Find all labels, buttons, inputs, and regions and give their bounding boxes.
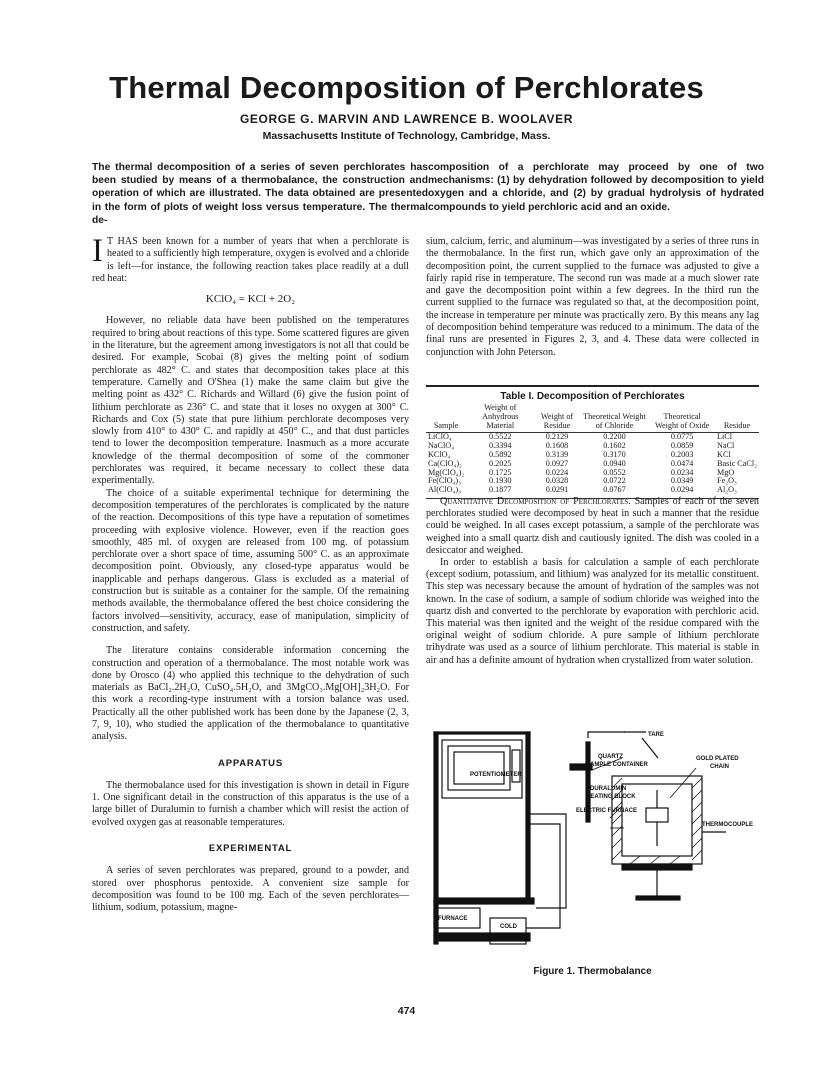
body-column-right: [426, 236, 759, 359]
paragraph: The choice of a suitable experimental technique for determining the decomposition temperatures of the perchlorates is complicated by the nature of the reaction. Decompositions of this type have a reputation of sometimes proceeding with explosive violence. However, even if the reaction goes smoothly, 485 ml. of oxygen are released from 100 mg. of potassium perchlorate over a short space of time, assuming 500° C. as an approximate decomposition point. Obviously, any closed-type apparatus would be inapplicable and perhaps dangerous. Glass is excluded as a material of construction but is suitable as a container for the sample. Of the remaining methods available, the thermobalance offered the best choice considering the factors involved—sensitivity, accuracy, ease of manipulation, simplicity of construction, and safety.: [92, 487, 409, 634]
residue-cell: Fe₂O₃: [717, 476, 737, 486]
label-duralumin: DURALUMIN: [590, 786, 627, 792]
intro-text: T HAS been known for a number of years that when a perchlorate is heated to a sufficiently high temperature, oxygen is evolved and a chloride is left—for instance, the following reaction takes place readily at a dull red heat:: [92, 236, 409, 284]
value-cell: 0.0767: [603, 485, 626, 495]
column-header: Residue: [715, 404, 759, 433]
sample-cell: Fe(ClO₄)₃: [428, 476, 461, 486]
paper-title: Thermal Decomposition of Perchlorates: [109, 70, 704, 105]
run-in-heading: Quantitative Decomposition of Perchlorates.: [440, 496, 631, 507]
value-cell: 0.0328: [545, 476, 569, 486]
reaction-equation: KClO₄ = KCl + 2O₂: [205, 293, 296, 306]
label-thermocouple: THERMOCOUPLE: [702, 822, 753, 828]
paragraph: The literature contains considerable information concerning the construction and operation of a thermobalance. The most notable work was done by Orosco (4) who applied this technique to the dehydration of such materials as BaCl₂.2H₂O, CuSO₄.5H₂O, and 3MgCO₃.Mg[OH]₂3H₂O. For this work a recording-type instrument with a torsion balance was used. Practically all the other published work has been done by the Japanese (2, 3, 7, 9, 10), who studied the application of the thermobalance to quantitative analysis.: [92, 645, 409, 743]
column-header: Weight of Residue: [534, 404, 579, 433]
section-heading-experimental: EXPERIMENTAL: [208, 843, 293, 855]
label-heating-block: HEATING BLOCK: [586, 794, 636, 800]
value-cell: 0.5892: [489, 449, 512, 459]
sample-cell: Mg(ClO₄)₂: [428, 467, 465, 477]
value-cell: 0.0859: [670, 441, 694, 451]
value-cell: 0.0294: [670, 485, 694, 495]
intro-paragraph: [92, 233, 409, 285]
quantitative-section: [426, 496, 759, 667]
value-cell: 0.0224: [545, 467, 569, 477]
label-junction: JUNCTION: [494, 934, 525, 940]
residue-cell: Al₂O₃: [717, 485, 737, 495]
value-cell: 0.1725: [489, 467, 512, 477]
value-cell: 0.3170: [603, 449, 626, 459]
label-furnace: FURNACE: [438, 916, 468, 922]
page-number: 474: [397, 1005, 416, 1017]
abstract-left: The thermal decomposition of a series of seven perchlorates has been studied by means of a thermobalance, the construction and operation of which are illustrated. The data obtained are presented in the form of plots of weight loss versus temperature. The thermal de-: [92, 162, 428, 226]
label-quartz: QUARTZ: [598, 754, 623, 760]
value-cell: 0.0940: [603, 458, 626, 468]
column-header: Weight of Anhydrous Material: [466, 404, 534, 433]
residue-cell: KCl: [717, 449, 731, 459]
value-cell: 0.0552: [603, 467, 626, 477]
column-header: Theoretical Weight of Chloride: [580, 404, 650, 433]
abstract-right: composition of a perchlorate may proceed by one of two mechanisms: (1) by dehydration followed by decomposition to yield oxygen and a chloride, and (2) by gradual hydrolysis of hydrated compounds to yield perchloric acid and an oxide.: [428, 162, 764, 213]
column-header: Sample: [426, 404, 466, 433]
table-1: [426, 385, 759, 499]
value-cell: 0.2200: [603, 432, 626, 442]
value-cell: 0.2025: [489, 458, 512, 468]
value-cell: 0.0291: [545, 485, 569, 495]
potentiometer-dial: [454, 752, 504, 784]
lead-wire-2: [526, 824, 560, 928]
tare-pointer: [642, 738, 658, 758]
balance-top-beam: [434, 732, 530, 734]
value-cell: 0.3139: [545, 449, 569, 459]
residue-cell: NaCl: [717, 441, 735, 451]
label-gold-plated: GOLD PLATED: [696, 756, 739, 762]
table-title: Table I. Decomposition of Perchlorates: [500, 391, 685, 402]
label-cold: COLD: [500, 924, 517, 930]
residue-cell: LiCl: [717, 432, 733, 442]
paper-authors: GEORGE G. MARVIN AND LAWRENCE B. WOOLAVER: [239, 112, 574, 126]
value-cell: 0.1602: [603, 441, 626, 451]
table-header-row: [426, 404, 759, 433]
column-header: Theoretical Weight of Oxide: [649, 404, 715, 433]
value-cell: 0.0349: [670, 476, 694, 486]
paragraph: However, no reliable data have been published on the temperatures required to bring about reactions of this type. Some scattered figures are given in the literature, but the agreement among investigators is not all that could be desired. For example, Scobai (8) gives the melting point of sodium perchlorate as 482° C. and states that decomposition takes place at this temperature. Carnelly and O'Shea (1) make the same claim but give the melting point as 432° C. Richards and Willard (6) give the fusion point of lithium perchlorate as 236° C. and state that it loses no oxygen at 300° C. Richards and Cox (5) state that pure lithium perchlorate decomposes very slowly from 410° to 430° C. and rapidly at 450° C., and that dust particles tend to lower the decomposition temperature. Inasmuch as a more accurate knowledge of the thermal decomposition of some of the commoner perchlorates was required, it became necessary to collect these data experimentally.: [92, 315, 409, 487]
tare-line: [588, 732, 626, 738]
paragraph: In order to establish a basis for calculation a sample of each perchlorate (except sodium, potassium, and lithium) was analyzed for its metallic constituent. This step was necessary because the amount of hydration of the samples was not known. In the case of sodium, a sample of sodium chloride was weighed into the quartz dish and converted to the perchlorate by evaporation with perchloric acid. This material was then ignited and the weight of the residue compared with the original weight of sodium chloride. A pure sample of lithium perchlorate trihydrate was used as a source of lithium perchlorate. This material is stable in air and has a definite amount of hydration when crystallized from water solution.: [426, 557, 759, 666]
body-column-left: [92, 233, 409, 915]
value-cell: 0.2129: [545, 432, 569, 442]
data-table: [426, 404, 759, 495]
table-row: [426, 433, 759, 442]
table-row: [426, 486, 759, 495]
value-cell: 0.2003: [670, 449, 694, 459]
value-cell: 0.1930: [489, 476, 512, 486]
value-cell: 0.5522: [489, 432, 512, 442]
paragraph: [426, 496, 759, 557]
value-cell: 0.0474: [670, 458, 694, 468]
label-chain: CHAIN: [710, 764, 729, 770]
thermobalance-diagram: [426, 728, 759, 968]
paragraph: A series of seven perchlorates was prepared, ground to a powder, and stored over phosphorus pentoxide. A convenient size sample for decomposition was found to be 100 mg. Each of the seven perchlorates—lithium, sodium, potassium, magne-: [92, 865, 409, 914]
table-row: [426, 477, 759, 486]
value-cell: 0.0234: [670, 467, 694, 477]
furnace-base: [622, 864, 692, 870]
frame-left-post: [434, 732, 438, 944]
table-row: [426, 469, 759, 478]
table-row: [426, 460, 759, 469]
sample-cell: LiClO₄: [428, 432, 452, 442]
sample-cell: Ca(ClO₄)₂: [428, 458, 462, 468]
section-heading-apparatus: APPARATUS: [218, 757, 283, 769]
value-cell: 0.0722: [603, 476, 626, 486]
stand-foot: [636, 896, 680, 900]
paragraph-text: Samples of each of the seven perchlorates studied were decomposed by heat in such a manner that the residue could be weighed. In all cases except potassium, a sample of the perchlorate was weighed into a small quartz dish and cautiously ignited. The dish was cooled in a desiccator and weighed.: [426, 496, 759, 556]
residue-cell: MgO: [717, 467, 735, 477]
frame-right-post: [526, 732, 530, 902]
label-potentiometer: POTENTIOMETER: [470, 772, 522, 778]
residue-cell: Basic CaCl₂: [717, 458, 757, 468]
table-row: [426, 451, 759, 460]
sample-cell: Al(ClO₄)₃: [428, 485, 461, 495]
figure-1-thermobalance: [426, 728, 759, 968]
figure-caption: Figure 1. Thermobalance: [533, 966, 652, 977]
sample-container: [646, 808, 668, 822]
label-tare: TARE: [648, 732, 664, 738]
base-platform: [434, 898, 534, 904]
paragraph: sium, calcium, ferric, and aluminum—was investigated by a series of three runs in the thermobalance. In the first run, which gave only an approximation of the decomposition point, the current supplied to the furnace was adjusted to give a fairly rapid rise in temperature. The second run was made at a much slower rate and gave the decomposition point within a few degrees. In the third run the current supplied to the furnace was regulated so that, at the decomposition point, the increase in temperature per minute was practically zero. By this means any lag of decomposition behind temperature was reduced to a minimum. The data of the final runs are presented in Figures 2, 3, and 4. These data were collected in conjunction with John Peterson.: [426, 236, 759, 358]
paper-affiliation: Massachusetts Institute of Technology, Cambridge, Mass.: [262, 130, 551, 142]
value-cell: 0.1877: [489, 485, 512, 495]
value-cell: 0.3394: [489, 441, 512, 451]
label-sample-container: SAMPLE CONTAINER: [586, 762, 648, 768]
paragraph: The thermobalance used for this investigation is shown in detail in Figure 1. One significant detail in the construction of this apparatus is the use of a large billet of Duralumin to furnish a chamber which will resist the action of evolved oxygen gas at reasonable temperatures.: [92, 779, 409, 828]
value-cell: 0.1608: [545, 441, 569, 451]
value-cell: 0.0927: [545, 458, 569, 468]
table-row: [426, 442, 759, 451]
table-top-rule: [426, 385, 759, 387]
sample-cell: NaClO₄: [428, 441, 455, 451]
value-cell: 0.0775: [670, 432, 694, 442]
label-electric-furnace: ELECTRIC FURNACE: [576, 808, 637, 814]
drop-cap: I: [92, 233, 103, 269]
sample-cell: KClO₄: [428, 449, 451, 459]
